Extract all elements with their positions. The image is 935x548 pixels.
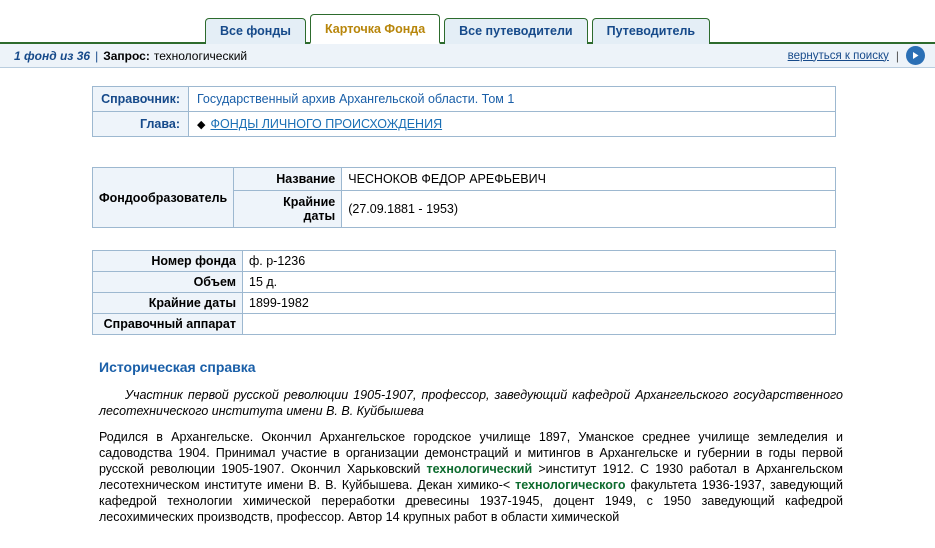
table-row	[93, 293, 836, 314]
chapter-value-cell	[189, 112, 836, 137]
history-title: Историческая справка	[99, 359, 256, 375]
history-highlight-1: технологический	[426, 462, 533, 476]
extreme-dates-label: Крайние даты	[93, 293, 243, 314]
reference-row	[93, 87, 836, 112]
table-row	[93, 251, 836, 272]
chapter-label: Глава:	[93, 112, 189, 137]
tab-all-guides[interactable]: Все путеводители	[444, 18, 587, 44]
founder-dates-label-line2: даты	[303, 209, 336, 223]
history-text-part2: >институт 1912. С 1930 работал в Архангельском лесотехническом институте имени В. В. Куйбышева. Декан химико-<	[99, 462, 843, 492]
query-separator: |	[95, 48, 99, 63]
history-lead: Участник первой русской революции 1905-1907, профессор, заведующий кафедрой Архангельского государственного лесотехнического института имени В. В. Куйбышева	[99, 388, 843, 418]
tab-fund-card[interactable]: Карточка Фонда	[310, 14, 440, 44]
table-row	[93, 314, 836, 335]
fund-meta-table	[92, 250, 836, 335]
guide-info-table	[92, 86, 836, 137]
arrow-right-icon[interactable]	[906, 46, 925, 65]
table-row	[93, 272, 836, 293]
query-actions	[788, 46, 925, 65]
query-value: технологический	[153, 48, 248, 63]
founder-name-label: Название	[234, 168, 342, 191]
history-text-part1: Родился в Архангельске. Окончил Архангельское городское училище 1897, Уманское среднее училище земледелия и садоводства 1904. Принимал участие в организации демонстраций и митингов в Архангельске и губернии в годы первой русской революции 1905-1907. Окончил Харьковский	[99, 430, 843, 476]
founder-table	[92, 167, 836, 228]
founder-dates-label	[234, 191, 342, 228]
volume-label: Объем	[93, 272, 243, 293]
chapter-row	[93, 112, 836, 137]
finding-aid-label: Справочный аппарат	[93, 314, 243, 335]
action-separator: |	[895, 48, 899, 63]
extreme-dates-value: 1899-1982	[243, 293, 836, 314]
finding-aid-value	[243, 314, 836, 335]
reference-label: Справочник:	[93, 87, 189, 112]
query-bar	[0, 44, 935, 68]
reference-value: Государственный архив Архангельской области. Том 1	[189, 87, 836, 112]
history-text	[99, 429, 843, 525]
query-label: Запрос:	[103, 48, 150, 63]
history-text-part3: факультета 1936-1937, заведующий кафедрой технологии химической переработки древесины 1937-1945, доцент 1949, с 1950 заведующий кафедрой лесохимических производств, профессор. Автор 14 крупных работ в области химической	[99, 478, 843, 524]
founder-dates-label-line1: Крайние	[283, 195, 336, 209]
bullet-icon: ◆	[197, 119, 206, 131]
result-count: 1 фонд из 36	[14, 48, 91, 63]
tab-bar	[0, 0, 935, 44]
fund-number-value: ф. р-1236	[243, 251, 836, 272]
history-body	[99, 387, 843, 525]
founder-name-value: ЧЕСНОКОВ ФЕДОР АРЕФЬЕВИЧ	[342, 168, 836, 191]
volume-value: 15 д.	[243, 272, 836, 293]
founder-dates-value: (27.09.1881 - 1953)	[342, 191, 836, 228]
founder-name-row	[93, 168, 836, 191]
tab-all-funds[interactable]: Все фонды	[205, 18, 306, 44]
chapter-link[interactable]: ФОНДЫ ЛИЧНОГО ПРОИСХОЖДЕНИЯ	[210, 117, 443, 131]
founder-heading: Фондообразователь	[93, 168, 234, 228]
fund-number-label: Номер фонда	[93, 251, 243, 272]
fund-card-content	[0, 86, 935, 525]
history-highlight-2: технологического	[515, 478, 626, 492]
tab-guide[interactable]: Путеводитель	[592, 18, 710, 44]
back-to-search-link[interactable]: вернуться к поиску	[787, 49, 889, 62]
